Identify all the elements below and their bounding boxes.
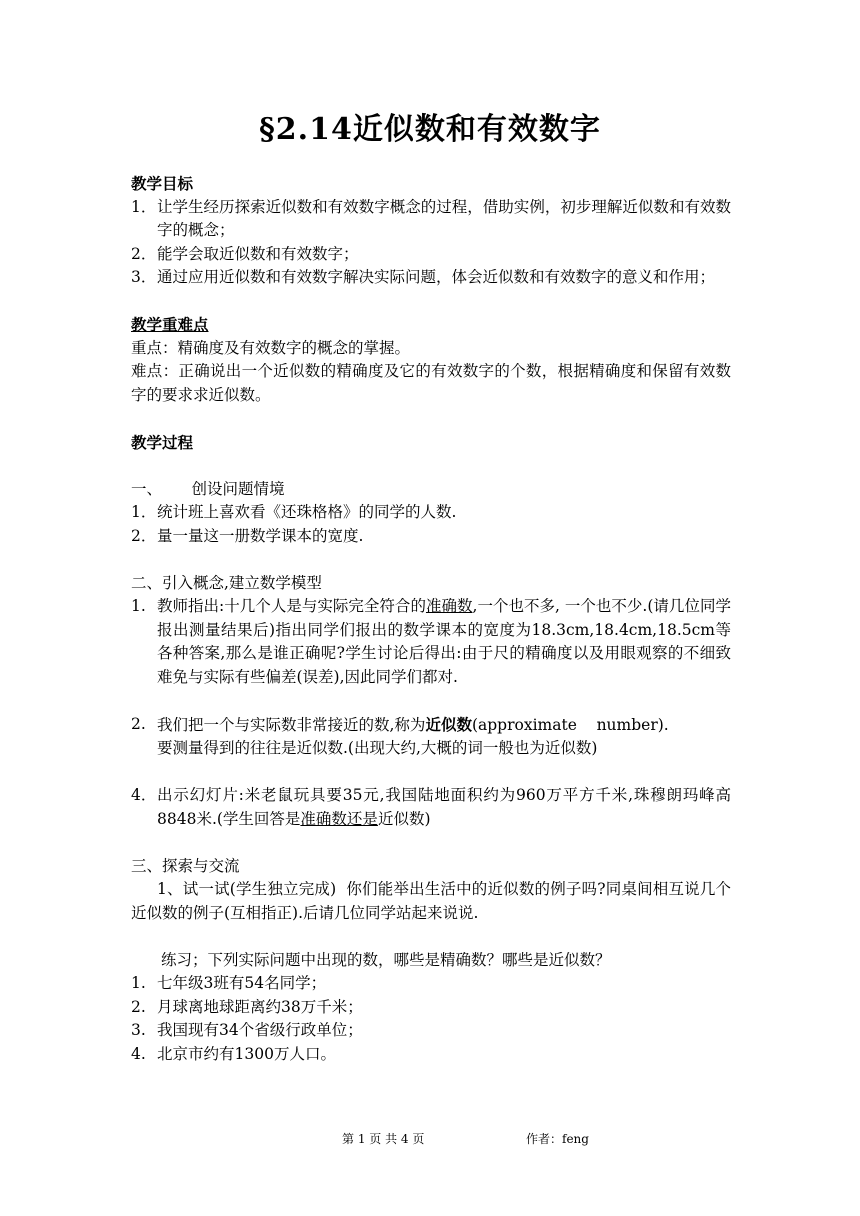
text-run: (approximate number).: [471, 715, 669, 734]
section-2-title: 二、引入概念,建立数学模型: [131, 573, 322, 592]
list-item: [131, 1043, 731, 1067]
text-run: 近似数): [377, 809, 431, 828]
item-number: 2．: [131, 244, 157, 263]
item-text: 通过应用近似数和有效数字解决实际问题，体会近似数和有效数字的意义和作用；: [157, 268, 716, 286]
process-heading: 教学过程: [131, 432, 194, 452]
item-number: 1.: [131, 597, 146, 615]
bold-term: 近似数: [425, 714, 472, 734]
item-text: 让学生经历探索近似数和有效数字概念的过程，借助实例，初步理解近似数和有效数字的概念；: [157, 197, 731, 239]
section-1-title: 一、 创设问题情境: [131, 479, 285, 498]
text-run: 出示幻灯片:米老鼠玩具要35元,我国陆地面积约为960万平方千米,珠穆朗玛峰高8848米.(学生回答是: [157, 786, 731, 828]
item-text: 我国现有34个省级行政单位；: [157, 1021, 363, 1039]
item-number: 2.: [131, 997, 146, 1016]
underlined-term: 准确数: [425, 597, 473, 615]
list-item: [131, 996, 731, 1020]
item-number: 1．: [131, 503, 157, 521]
list-item: [131, 972, 731, 996]
spacer: [131, 407, 731, 431]
spacer: [131, 689, 731, 713]
item-text: 月球离地球距离约38万千米；: [157, 997, 363, 1016]
item-text: 量一量这一册数学课本的宽度.: [157, 526, 364, 545]
paragraph: 1、试一试(学生独立完成) 你们能举出生活中的近似数的例子吗?同桌间相互说几个近似数的例子(互相指正).后请几位同学站起来说说.: [131, 880, 731, 922]
list-item: [131, 525, 731, 549]
item-number: 3.: [131, 1021, 146, 1039]
document-body: [131, 172, 731, 1066]
item-number: 1.: [131, 974, 146, 992]
spacer: [131, 925, 731, 949]
page-title: §2.14近似数和有效数字: [259, 112, 601, 147]
item-number: 3．: [131, 268, 157, 286]
list-item: [131, 784, 731, 831]
text-run: 我们把一个与实际数非常接近的数,称为: [157, 715, 426, 734]
exercise-prompt: 练习；下列实际问题中出现的数，哪些是精确数？哪些是近似数？: [161, 950, 611, 969]
item-subtext: 要测量得到的往往是近似数.(出现大约,大概的词一般也为近似数): [157, 739, 598, 757]
item-number: 1．: [131, 197, 157, 216]
spacer: [131, 454, 731, 478]
item-number: 4．: [131, 786, 157, 804]
item-text: [157, 784, 731, 831]
text-run: ,一个也不多, 一个也不少.(请几位同学报出测量结果后)指出同学们报出的数学课本的宽度为18.3cm,18.4cm,18.5cm等各种答案,那么是谁正确呢?学生讨论后得出:由于尺的精确度以及用眼观察的不细致难免与实际有些偏差(误差),因此同学们都对.: [157, 597, 731, 686]
objective-item: [131, 266, 731, 290]
author-label: 作者：feng: [526, 1132, 589, 1146]
list-item: [131, 1019, 731, 1043]
underlined-term: 准确数还是: [300, 809, 378, 828]
objectives-heading: 教学目标: [131, 174, 194, 193]
list-item: [131, 595, 731, 689]
item-text: 统计班上喜欢看《还珠格格》的同学的人数.: [157, 503, 457, 521]
section-3-title: 三、探索与交流: [131, 856, 240, 875]
item-text: 七年级3班有54名同学；: [157, 974, 327, 992]
text-run: 教师指出:十几个人是与实际完全符合的: [157, 597, 426, 615]
focus-text: 重点：精确度及有效数字的概念的掌握。: [131, 338, 411, 357]
objective-item: [131, 243, 731, 267]
item-number: 4.: [131, 1044, 146, 1063]
spacer: [131, 761, 731, 785]
keypoints-heading: 教学重难点: [131, 315, 209, 334]
spacer: [131, 548, 731, 572]
objective-item: [131, 196, 731, 243]
spacer: [131, 290, 731, 314]
list-item: [131, 713, 731, 738]
list-item: [131, 501, 731, 525]
item-text: [157, 713, 731, 738]
difficulty-text: 难点：正确说出一个近似数的精确度及它的有效数字的个数，根据精确度和保留有效数字的要求求近似数。: [131, 362, 731, 404]
spacer: [131, 831, 731, 855]
item-text: [157, 595, 731, 689]
item-text: 能学会取近似数和有效数字；: [157, 244, 359, 263]
page-number: 第 1 页 共 4 页: [342, 1132, 425, 1146]
item-text: 北京市约有1300万人口。: [157, 1044, 336, 1063]
item-number: 2．: [131, 526, 157, 545]
item-number: 2.: [131, 714, 146, 733]
